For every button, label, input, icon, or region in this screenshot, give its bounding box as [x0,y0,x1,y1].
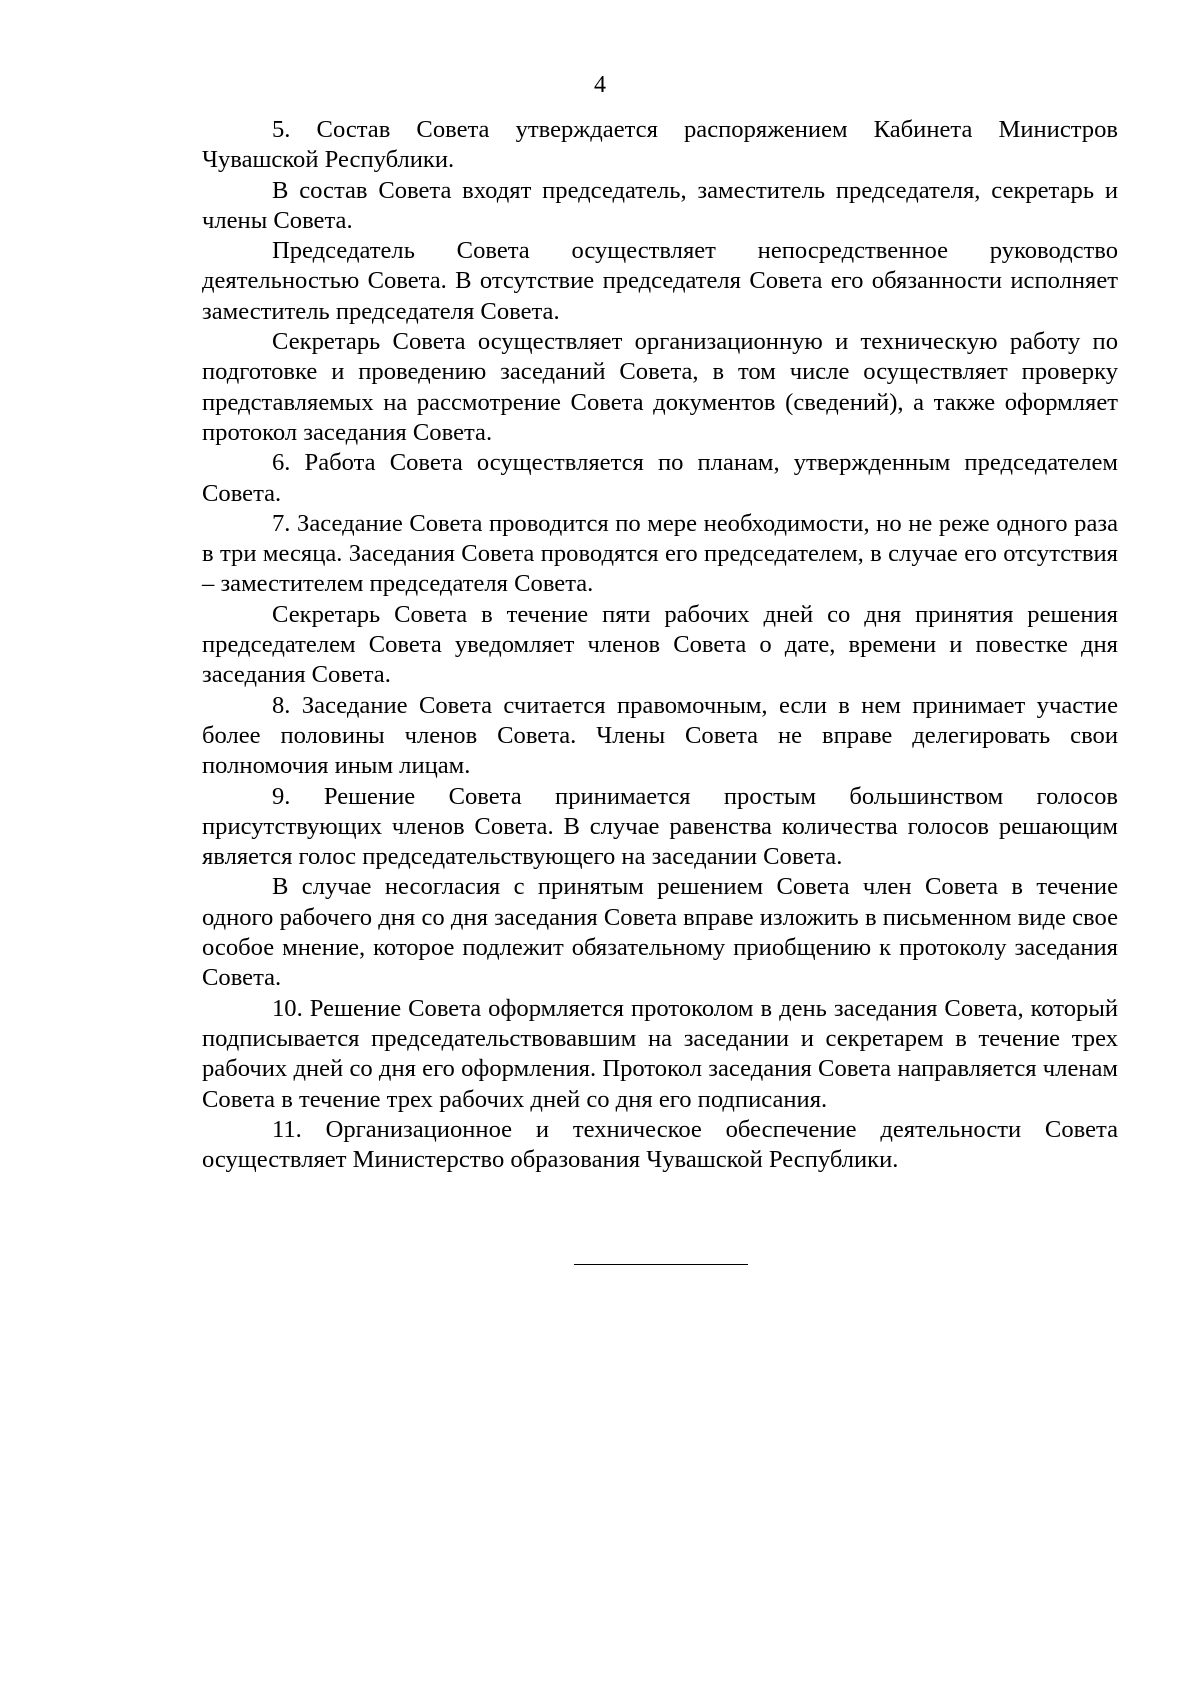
paragraph-8-quorum: 8. Заседание Совета считается правомочным, если в нем принимает участие более половины членов Совета. Члены Совета не вправе делегировать свои полномочия иным лицам. [202,691,1118,780]
paragraph-chairman-duties: Председатель Совета осуществляет непосредственное руководство деятельностью Совета. В отсутствие председателя Совета его обязанности исполняет заместитель председателя Совета. [202,237,1118,325]
paragraph-council-members: В состав Совета входят председатель, заместитель председателя, секретарь и члены Совета. [202,176,1118,234]
paragraph-9-decisions: 9. Решение Совета принимается простым большинством голосов присутствующих членов Совета. В случае равенства количества голосов решающим является голос председательствующего на заседании Совета. [202,782,1118,871]
end-of-document-rule [574,1264,748,1265]
paragraph-5-composition: 5. Состав Совета утверждается распоряжением Кабинета Министров Чувашской Республики. [202,116,1118,174]
paragraph-dissent-opinion: В случае несогласия с принятым решением Совета член Совета в течение одного рабочего дня со дня заседания Совета вправе изложить в письменном виде свое особое мнение, которое подлежит обязательному приобщению к протоколу заседания Совета. [202,873,1118,992]
paragraph-secretary-duties: Секретарь Совета осуществляет организационную и техническую работу по подготовке и проведению заседаний Совета, в том числе осуществляет проверку представляемых на рассмотрение Совета документов (сведений), а также оформляет протокол заседания Совета. [202,328,1118,446]
document-body [202,115,1118,1175]
paragraph-6-work-plans: 6. Работа Совета осуществляется по планам, утвержденным председателем Совета. [202,449,1118,507]
page-number: 4 [594,72,606,98]
paragraph-10-protocol: 10. Решение Совета оформляется протоколом в день заседания Совета, который подписывается председательствовавшим на заседании и секретарем в течение трех рабочих дней со дня его оформления. Протокол заседания Совета направляется членам Совета в течение трех рабочих дней со дня его подписания. [202,994,1118,1113]
paragraph-secretary-notification: Секретарь Совета в течение пяти рабочих дней со дня принятия решения председателем Совета уведомляет членов Совета о дате, времени и повестке дня заседания Совета. [202,600,1118,689]
paragraph-11-support: 11. Организационное и техническое обеспечение деятельности Совета осуществляет Министерство образования Чувашской Республики. [202,1115,1118,1174]
paragraph-7-meetings: 7. Заседание Совета проводится по мере необходимости, но не реже одного раза в три месяца. Заседания Совета проводятся его председателем, в случае его отсутствия – заместителем председателя Совета. [202,509,1118,598]
